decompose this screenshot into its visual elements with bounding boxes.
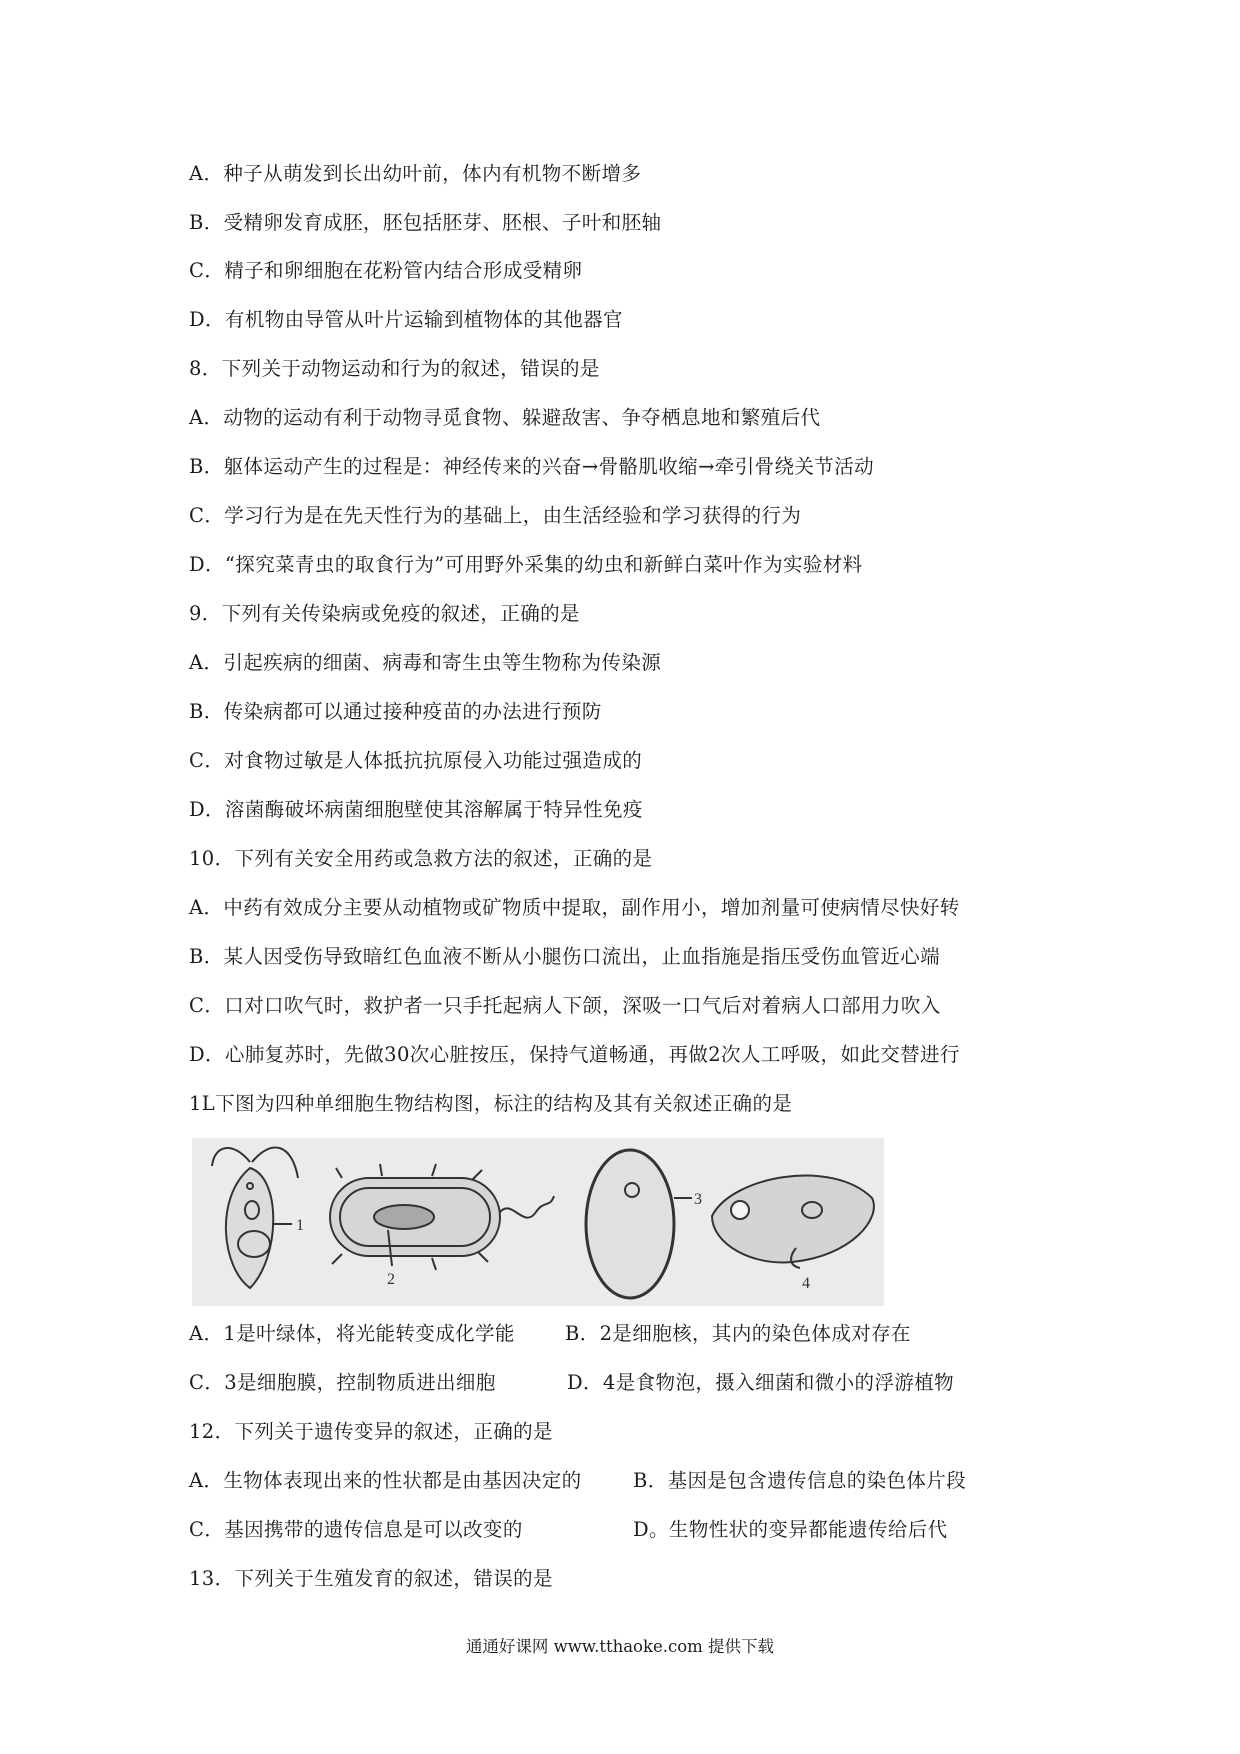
- q9-option-b: B．传染病都可以通过接种疫苗的办法进行预防: [189, 700, 602, 723]
- q10-option-d: D．心肺复苏时，先做30次心脏按压，保持气道畅通，再做2次人工呼吸，如此交替进行: [189, 1043, 960, 1066]
- q12-option-d: D。生物性状的变异都能遗传给后代: [633, 1518, 948, 1541]
- q10-option-b: B．某人因受伤导致暗红色血液不断从小腿伤口流出，止血指施是指压受伤血管近心端: [189, 945, 941, 968]
- figure-label-4: 4: [802, 1275, 810, 1292]
- q8-option-b: B．躯体运动产生的过程是：神经传来的兴奋→骨骼肌收缩→牵引骨绕关节活动: [189, 455, 875, 478]
- yeast-drawing: [586, 1150, 692, 1298]
- q7-option-d: D．有机物由导管从叶片运输到植物体的其他器官: [189, 308, 623, 331]
- q11-option-a: A．1是叶绿体，将光能转变成化学能: [189, 1322, 515, 1345]
- q11-option-d: D．4是食物泡，摄入细菌和微小的浮游植物: [567, 1371, 955, 1394]
- figure-label-1: 1: [296, 1217, 304, 1234]
- q9-option-d: D．溶菌酶破坏病菌细胞壁使其溶解属于特异性免疫: [189, 798, 643, 821]
- figure-label-3: 3: [694, 1191, 702, 1208]
- figure-label-2: 2: [387, 1271, 395, 1288]
- q8-option-d: D．“探究菜青虫的取食行为”可用野外采集的幼虫和新鲜白菜叶作为实验材料: [189, 553, 863, 576]
- q7-option-c: C．精子和卵细胞在花粉管内结合形成受精卵: [189, 259, 583, 282]
- q10-option-a: A．中药有效成分主要从动植物或矿物质中提取，副作用小，增加剂量可使病情尽快好转: [189, 896, 960, 919]
- cell-structure-figure: [192, 1138, 884, 1306]
- q8-option-a: A．动物的运动有利于动物寻觅食物、躲避敌害、争夺栖息地和繁殖后代: [189, 406, 821, 429]
- q11-options-row-2: [189, 1370, 1089, 1396]
- q7-option-b: B．受精卵发育成胚，胚包括胚芽、胚根、子叶和胚轴: [189, 211, 662, 234]
- q9-stem: 9．下列有关传染病或免疫的叙述，正确的是: [189, 602, 580, 625]
- q12-option-b: B．基因是包含遗传信息的染色体片段: [633, 1469, 967, 1492]
- cell-diagrams: [192, 1138, 884, 1306]
- q12-options-row-1: [189, 1468, 1089, 1494]
- q10-stem: 10．下列有关安全用药或急救方法的叙述，正确的是: [189, 847, 653, 870]
- q10-option-c: C．口对口吹气时，救护者一只手托起病人下颌，深吸一口气后对着病人口部用力吹入: [189, 994, 941, 1017]
- paramecium-drawing: [712, 1176, 874, 1268]
- q12-option-a: A．生物体表现出来的性状都是由基因决定的: [189, 1469, 582, 1492]
- q11-option-b: B．2是细胞核，其内的染色体成对存在: [565, 1322, 911, 1345]
- q12-options-row-2: [189, 1517, 1089, 1543]
- page-footer: 通通好课网 www.tthaoke.com 提供下载: [465, 1637, 775, 1656]
- q8-option-c: C．学习行为是在先天性行为的基础上，由生活经验和学习获得的行为: [189, 504, 802, 527]
- q13-stem: 13．下列关于生殖发育的叙述，错误的是: [189, 1567, 553, 1590]
- euglena-drawing: [212, 1147, 298, 1288]
- q11-stem: 1L下图为四种单细胞生物结构图，标注的结构及其有关叙述正确的是: [189, 1092, 793, 1115]
- q11-option-c: C．3是细胞膜，控制物质进出细胞: [189, 1371, 496, 1394]
- q12-option-c: C．基因携带的遗传信息是可以改变的: [189, 1518, 523, 1541]
- q8-stem: 8．下列关于动物运动和行为的叙述，错误的是: [189, 357, 600, 380]
- q9-option-a: A．引起疾病的细菌、病毒和寄生虫等生物称为传染源: [189, 651, 662, 674]
- q7-option-a: A．种子从萌发到长出幼叶前，体内有机物不断增多: [189, 162, 642, 185]
- q12-stem: 12．下列关于遗传变异的叙述，正确的是: [189, 1420, 553, 1443]
- bacterium-drawing: [330, 1164, 554, 1270]
- q9-option-c: C．对食物过敏是人体抵抗抗原侵入功能过强造成的: [189, 749, 643, 772]
- q11-options-row-1: [189, 1321, 1089, 1347]
